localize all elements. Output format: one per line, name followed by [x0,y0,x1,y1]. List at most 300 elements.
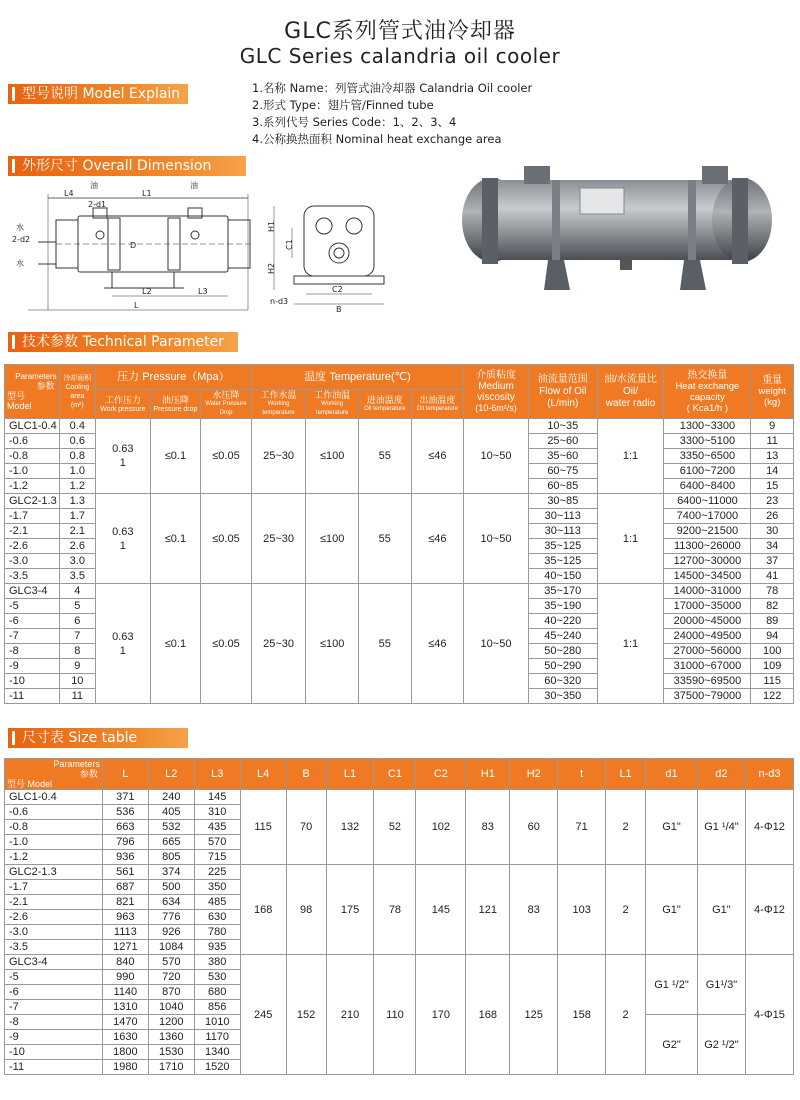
size-L-cell: 687 [102,880,148,895]
flow-cell: 30~350 [528,689,597,704]
size-L2-cell: 532 [148,820,194,835]
oil-label: 油 [190,181,198,190]
weight-cell: 41 [751,569,794,584]
explain-line: 4.公称换热面积 Nominal heat exchange area [252,132,502,146]
size-col-header: L1 [606,759,646,790]
size-t-cell: 103 [558,865,606,955]
wt-en: Working temperature [262,401,295,416]
flow-cell: 50~290 [528,659,597,674]
size-L2-cell: 1040 [148,1000,194,1015]
heat-cell: 24000~49500 [664,629,751,644]
size-L3-cell: 1170 [194,1030,240,1045]
outlet-temp-cell: ≤46 [411,584,464,704]
weight-cell: 34 [751,539,794,554]
area-cell: 1.2 [59,479,95,494]
header-weight [751,365,794,419]
area-cell: 1.3 [59,494,95,509]
heat-cell: 17000~35000 [664,599,751,614]
header-oil-temp [306,390,359,419]
area-en: area [70,392,85,400]
explain-line: 3.系列代号 Series Code：1、2、3、4 [252,115,457,129]
size-row [5,790,794,805]
flow-cell: 40~150 [528,569,597,584]
size-C1-cell: 52 [374,790,416,865]
size-L-cell: 1980 [102,1060,148,1075]
size-model-cell: -1.0 [5,835,103,850]
ratio-en: Oil/ [623,385,639,397]
size-L-cell: 1800 [102,1045,148,1060]
size-L4-cell: 168 [240,865,286,955]
inlet-temp-cell: 55 [358,494,411,584]
size-H2-cell: 125 [510,955,558,1075]
size-row [5,865,794,880]
header-work-pressure [96,390,151,419]
header-area [59,365,95,419]
size-L1-cell: 132 [326,790,374,865]
section-model-explain: 型号说明 Model Explain [8,84,188,104]
size-model-cell: -0.6 [5,805,103,820]
size-L2-cell: 926 [148,925,194,940]
heat-cell: 3350~6500 [664,449,751,464]
dim-label-B: B [336,305,342,314]
model-cell: -5 [5,599,60,614]
ratio-cell: 1:1 [597,419,664,494]
size-col-header: L2 [148,759,194,790]
weight-cn: 重量 [762,375,783,386]
size-L3-cell: 435 [194,820,240,835]
size-model-cell: -1.2 [5,850,103,865]
size-L-cell: 936 [102,850,148,865]
size-C1-cell: 110 [374,955,416,1075]
flow-cell: 35~125 [528,539,597,554]
model-cell: -3.0 [5,554,60,569]
size-nd3-cell: 4-Φ12 [745,865,793,955]
area-cell: 0.4 [59,419,95,434]
size-L-cell: 1271 [102,940,148,955]
size-L-cell: 561 [102,865,148,880]
heat-cell: 14500~34500 [664,569,751,584]
size-L1b-cell: 2 [606,865,646,955]
area-en: Cooling [65,383,90,391]
flow-cell: 35~170 [528,584,597,599]
opd-cn: 油压降 [161,394,189,405]
params-label-cn: 参数 [36,381,55,391]
size-model-cell: -1.7 [5,880,103,895]
size-header-params-model [5,759,103,790]
size-nd3-cell: 4-Φ15 [745,955,793,1075]
weight-cell: 109 [751,659,794,674]
size-col-header: C1 [374,759,416,790]
model-cell: -1.7 [5,509,60,524]
side-view-drawing [8,180,258,322]
dim-label-d1: 2-d1 [88,200,107,209]
work-pressure-value: 1 [119,539,126,552]
size-d2-cell: G1 ¹/4" [697,790,745,865]
visc-en: viscosity [477,391,515,403]
size-d1-cell: G2" [646,1015,698,1075]
heat-cell: 7400~17000 [664,509,751,524]
explain-line: 1.名称 Name：列管式油冷却器 Calandria Oil cooler [252,81,533,95]
size-L2-cell: 870 [148,985,194,1000]
size-L3-cell: 380 [194,955,240,970]
size-L3-cell: 530 [194,970,240,985]
size-model-label: 型号 Model [7,779,53,789]
size-H2-cell: 60 [510,790,558,865]
size-d2-cell: G1" [697,865,745,955]
size-L2-cell: 665 [148,835,194,850]
water-label: 水 [16,223,24,232]
wpd-cn: 水压降 [212,390,240,400]
header-ratio [597,365,664,419]
size-C2-cell: 170 [416,955,466,1075]
work-pressure-cell [96,494,151,584]
tech-table-body [5,419,794,704]
size-params-label-cn: 参数 [79,769,98,779]
size-col-header: L3 [194,759,240,790]
size-L1b-cell: 2 [606,790,646,865]
water-temp-cell: 25~30 [251,419,306,494]
flow-en: Flow of Oil [539,385,587,397]
area-cell: 7 [59,629,95,644]
size-table-body [5,790,794,1075]
size-L-cell: 1113 [102,925,148,940]
area-unit: (m²) [70,401,84,409]
header-inlet-temp [358,390,411,419]
weight-cell: 14 [751,464,794,479]
ot-cn: 工作油温 [314,390,351,400]
area-cell: 9 [59,659,95,674]
model-cell: -0.6 [5,434,60,449]
size-L-cell: 990 [102,970,148,985]
heat-cell: 27000~56000 [664,644,751,659]
model-cell: -8 [5,644,60,659]
tech-row [5,494,794,509]
oil-drop-cell: ≤0.1 [150,584,201,704]
flow-cell: 35~60 [528,449,597,464]
size-L3-cell: 1340 [194,1045,240,1060]
size-L2-cell: 570 [148,955,194,970]
area-cell: 8 [59,644,95,659]
header-temperature: 温度 Temperature(℃) [251,365,463,390]
weight-cell: 122 [751,689,794,704]
area-cell: 0.6 [59,434,95,449]
size-L3-cell: 1520 [194,1060,240,1075]
size-L2-cell: 1530 [148,1045,194,1060]
et-cn: 出油温度 [419,394,456,405]
size-L3-cell: 630 [194,910,240,925]
model-explain-list [252,80,532,148]
size-L-cell: 1140 [102,985,148,1000]
size-L3-cell: 935 [194,940,240,955]
wpd-en: Water Pressure Drop [205,401,247,416]
size-L-cell: 821 [102,895,148,910]
visc-unit: (10-6m²/s) [475,402,517,413]
it-en: Oil temperature [364,405,406,412]
size-L-cell: 1470 [102,1015,148,1030]
flow-cell: 25~60 [528,434,597,449]
work-pressure-value: 0.63 [112,525,134,538]
oil-drop-cell: ≤0.1 [150,494,201,584]
heat-cell: 31000~67000 [664,659,751,674]
size-d2-cell: G1¹/3" [697,955,745,1015]
heat-cell: 12700~30000 [664,554,751,569]
model-cell: -6 [5,614,60,629]
heat-cell: 6100~7200 [664,464,751,479]
size-L2-cell: 776 [148,910,194,925]
work-pressure-value: 1 [119,644,126,657]
size-L-cell: 663 [102,820,148,835]
viscosity-cell: 10~50 [464,494,529,584]
area-cell: 10 [59,674,95,689]
size-L-cell: 536 [102,805,148,820]
size-L3-cell: 570 [194,835,240,850]
weight-cell: 94 [751,629,794,644]
size-C2-cell: 102 [416,790,466,865]
dim-label-C1: C1 [285,239,294,250]
dim-label-L4: L4 [64,189,74,198]
header-oil-pressure-drop [150,390,201,419]
visc-en: Medium [478,380,514,392]
size-model-cell: -10 [5,1045,103,1060]
size-L3-cell: 1010 [194,1015,240,1030]
weight-cell: 89 [751,614,794,629]
model-cell: -10 [5,674,60,689]
oil-temp-cell: ≤100 [306,494,359,584]
params-label: Parameters [15,372,57,381]
ratio-cn: 油/水流量比 [604,373,657,385]
weight-unit: (kg) [764,397,781,408]
work-pressure-cell [96,419,151,494]
weight-cell: 11 [751,434,794,449]
weight-cell: 26 [751,509,794,524]
dim-label-H2: H2 [267,262,276,274]
size-L2-cell: 634 [148,895,194,910]
model-cell: -3.5 [5,569,60,584]
area-cell: 1.0 [59,464,95,479]
size-B-cell: 70 [286,790,326,865]
model-cell: -0.8 [5,449,60,464]
size-L-cell: 963 [102,910,148,925]
section-size-table: 尺寸表 Size table [8,728,188,748]
visc-cn: 介质粘度 [476,369,516,381]
oil-drop-cell: ≤0.1 [150,419,201,494]
page-title-cn: GLC系列管式油冷却器 [284,19,516,44]
heat-cell: 6400~11000 [664,494,751,509]
heat-cn: 热交换量 [687,369,728,381]
size-L2-cell: 805 [148,850,194,865]
weight-cell: 15 [751,479,794,494]
heat-en: capacity [689,391,725,403]
heat-cell: 3300~5100 [664,434,751,449]
size-d1-cell: G1 ¹/2" [646,955,698,1015]
size-L-cell: 1630 [102,1030,148,1045]
et-en: Oil temperature [416,405,459,412]
flow-cn: 油流量范围 [537,373,588,385]
oil-temp-cell: ≤100 [306,419,359,494]
size-L2-cell: 374 [148,865,194,880]
flow-cell: 60~320 [528,674,597,689]
size-nd3-cell: 4-Φ12 [745,790,793,865]
dim-label-L3: L3 [198,287,208,296]
water-drop-cell: ≤0.05 [201,419,252,494]
size-col-header: L1 [326,759,374,790]
flow-unit: (L/min) [547,397,579,409]
size-L3-cell: 680 [194,985,240,1000]
weight-cell: 30 [751,524,794,539]
inlet-temp-cell: 55 [358,584,411,704]
weight-cell: 82 [751,599,794,614]
flow-cell: 50~280 [528,644,597,659]
heat-cell: 20000~45000 [664,614,751,629]
water-temp-cell: 25~30 [251,494,306,584]
area-cell: 4 [59,584,95,599]
heat-cell: 11300~26000 [664,539,751,554]
size-params-label: Parameters [53,759,100,769]
area-cell: 2.6 [59,539,95,554]
size-L-cell: 1310 [102,1000,148,1015]
flow-cell: 35~125 [528,554,597,569]
wt-cn: 工作水温 [260,390,297,400]
model-cell: -2.6 [5,539,60,554]
area-cell: 5 [59,599,95,614]
size-model-cell: -2.1 [5,895,103,910]
water-label: 水 [16,259,24,268]
section-overall-dimension: 外形尺寸 Overall Dimension [8,156,246,176]
dim-label-H1: H1 [267,220,276,232]
tech-row [5,584,794,599]
size-L2-cell: 1710 [148,1060,194,1075]
work-pressure-value: 0.63 [112,630,134,643]
heat-cell: 14000~31000 [664,584,751,599]
area-cell: 3.5 [59,569,95,584]
model-cell: -7 [5,629,60,644]
product-photo [452,160,782,302]
size-L3-cell: 856 [194,1000,240,1015]
model-cell: -11 [5,689,60,704]
dim-label-L1: L1 [142,189,152,198]
size-L3-cell: 715 [194,850,240,865]
size-L4-cell: 245 [240,955,286,1075]
dim-label-D: D [130,241,137,250]
inlet-temp-cell: 55 [358,419,411,494]
end-view-drawing [266,198,396,316]
size-L3-cell: 145 [194,790,240,805]
section-technical-parameter: 技术参数 Technical Parameter [8,332,238,352]
size-B-cell: 98 [286,865,326,955]
size-model-cell: -7 [5,1000,103,1015]
viscosity-cell: 10~50 [464,584,529,704]
header-outlet-temp [411,390,464,419]
size-L1-cell: 175 [326,865,374,955]
water-drop-cell: ≤0.05 [201,584,252,704]
technical-parameter-table [4,364,794,704]
heat-cell: 33590~69500 [664,674,751,689]
dim-label-L2: L2 [142,287,152,296]
size-col-header: C2 [416,759,466,790]
model-cell: GLC1-0.4 [5,419,60,434]
model-label-en: Model [7,401,32,411]
viscosity-cell: 10~50 [464,419,529,494]
heat-en: Heat exchange [675,380,740,392]
it-cn: 进油温度 [366,394,403,405]
size-row [5,955,794,970]
size-L3-cell: 310 [194,805,240,820]
water-temp-cell: 25~30 [251,584,306,704]
area-cell: 11 [59,689,95,704]
size-d1-cell: G1" [646,790,698,865]
model-cell: GLC3-4 [5,584,60,599]
size-t-cell: 158 [558,955,606,1075]
size-t-cell: 71 [558,790,606,865]
wp-cn: 工作压力 [104,394,141,405]
area-cell: 1.7 [59,509,95,524]
dim-label-nd3: n-d3 [270,297,289,306]
flow-cell: 45~240 [528,629,597,644]
flow-cell: 10~35 [528,419,597,434]
size-C2-cell: 145 [416,865,466,955]
size-L3-cell: 225 [194,865,240,880]
size-H1-cell: 121 [466,865,510,955]
size-model-cell: GLC2-1.3 [5,865,103,880]
ratio-cell: 1:1 [597,494,664,584]
header-params-model [5,365,60,419]
size-L3-cell: 780 [194,925,240,940]
size-L2-cell: 240 [148,790,194,805]
header-heat [664,365,751,419]
size-col-header: L4 [240,759,286,790]
size-model-cell: -2.6 [5,910,103,925]
size-col-header: H1 [466,759,510,790]
area-cell: 3.0 [59,554,95,569]
size-model-cell: GLC1-0.4 [5,790,103,805]
dim-label-L: L [134,301,139,310]
heat-cell: 37500~79000 [664,689,751,704]
weight-cell: 9 [751,419,794,434]
size-d1-cell: G1" [646,865,698,955]
area-cn: 冷却面积 [63,374,92,382]
size-col-header: d2 [697,759,745,790]
heat-cell: 6400~8400 [664,479,751,494]
model-cell: -1.0 [5,464,60,479]
heat-cell: 9200~21500 [664,524,751,539]
oil-temp-cell: ≤100 [306,584,359,704]
size-L3-cell: 350 [194,880,240,895]
size-H1-cell: 83 [466,790,510,865]
area-cell: 0.8 [59,449,95,464]
outlet-temp-cell: ≤46 [411,419,464,494]
size-L2-cell: 1360 [148,1030,194,1045]
size-d2-cell: G2 ¹/2" [697,1015,745,1075]
size-C1-cell: 78 [374,865,416,955]
heat-unit: ( Kca1/h ) [686,402,728,414]
page-title-en: GLC Series calandria oil cooler [239,44,561,68]
size-col-header: H2 [510,759,558,790]
model-cell: -9 [5,659,60,674]
ratio-en: water radio [605,397,656,409]
size-L2-cell: 500 [148,880,194,895]
flow-cell: 30~113 [528,509,597,524]
size-L1-cell: 210 [326,955,374,1075]
dim-label-C2: C2 [332,285,343,294]
flow-cell: 30~113 [528,524,597,539]
model-label-cn: 型号 [7,391,26,401]
size-L2-cell: 720 [148,970,194,985]
model-cell: -1.2 [5,479,60,494]
flow-cell: 30~85 [528,494,597,509]
size-H1-cell: 168 [466,955,510,1075]
size-table [4,758,794,1075]
size-model-cell: -9 [5,1030,103,1045]
